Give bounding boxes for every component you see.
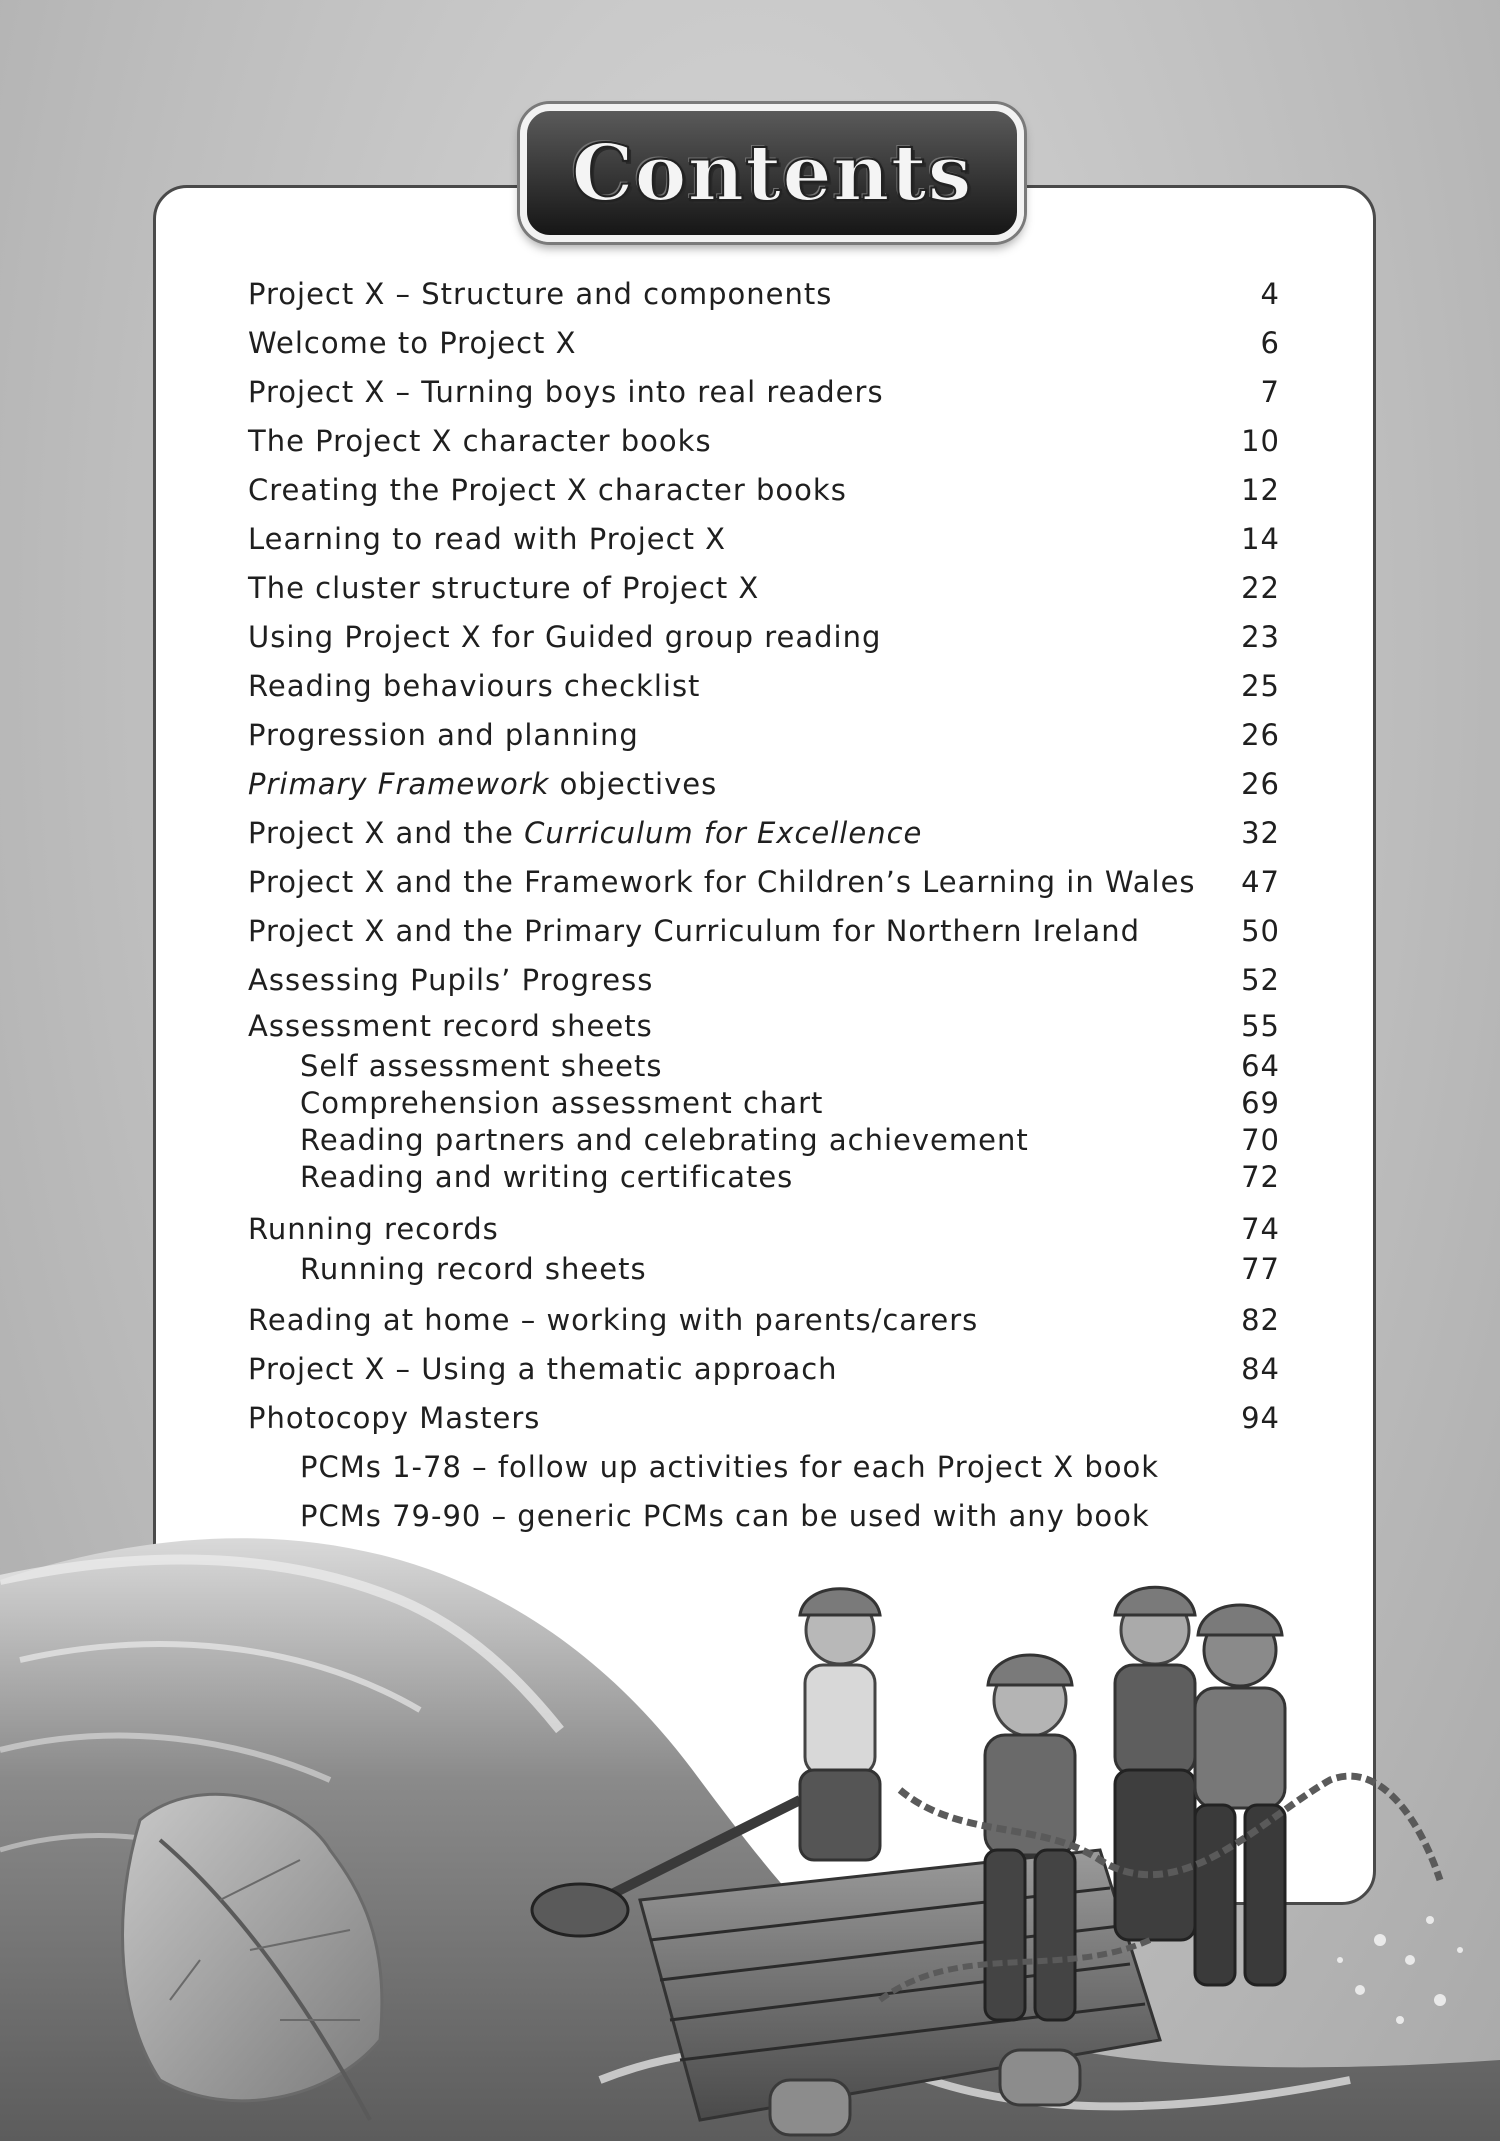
toc-page: 25 xyxy=(1241,669,1280,703)
water-spray xyxy=(1337,1916,1463,2024)
toc-entry xyxy=(248,270,1280,319)
toc-title: Using Project X for Guided group reading xyxy=(248,620,882,654)
toc-title: Assessing Pupils’ Progress xyxy=(248,963,654,997)
toc-page: 26 xyxy=(1241,767,1280,801)
toc-title: Reading behaviours checklist xyxy=(248,669,701,703)
toc-entry xyxy=(248,368,1280,417)
toc-page: 32 xyxy=(1241,816,1280,850)
toc-title: Photocopy Masters xyxy=(248,1401,541,1435)
toc-entry xyxy=(248,1005,1280,1048)
toc-page: 10 xyxy=(1241,424,1280,458)
toc-entry xyxy=(248,711,1280,760)
toc-title: The Project X character books xyxy=(248,424,712,458)
toc-title: Running records xyxy=(248,1212,499,1246)
toc-page: 6 xyxy=(1260,326,1280,360)
toc-title: Comprehension assessment chart xyxy=(300,1086,824,1120)
toc-note xyxy=(248,1443,1280,1492)
toc-title: Project X – Structure and components xyxy=(248,277,833,311)
toc-title: Running record sheets xyxy=(300,1252,647,1286)
toc-page: 84 xyxy=(1241,1352,1280,1386)
toc-page: 12 xyxy=(1241,473,1280,507)
toc-subentry xyxy=(248,1122,1280,1159)
toc-page: 77 xyxy=(1241,1252,1280,1286)
toc-page: 47 xyxy=(1241,865,1280,899)
toc-title-rest: objectives xyxy=(549,767,718,801)
toc-entry xyxy=(248,858,1280,907)
toc-page: 14 xyxy=(1241,522,1280,556)
toc-page: 23 xyxy=(1241,620,1280,654)
toc-title: Self assessment sheets xyxy=(300,1049,663,1083)
toc-title xyxy=(248,809,922,858)
toc-entry xyxy=(248,760,1280,809)
toc-title: Reading partners and celebrating achievement xyxy=(300,1123,1029,1157)
toc-page: 22 xyxy=(1241,571,1280,605)
toc-entry xyxy=(248,613,1280,662)
toc-entry xyxy=(248,417,1280,466)
toc-subentry xyxy=(248,1159,1280,1196)
character-4 xyxy=(1195,1605,1285,1985)
toc-entry xyxy=(248,1296,1280,1345)
toc-title: Project X – Using a thematic approach xyxy=(248,1352,838,1386)
toc-page: 94 xyxy=(1241,1401,1280,1435)
toc-title: Reading and writing certificates xyxy=(300,1160,794,1194)
toc-entry xyxy=(248,956,1280,1005)
toc-page: 7 xyxy=(1260,375,1280,409)
toc-title-italic: Curriculum for Excellence xyxy=(524,816,923,850)
toc-subentry xyxy=(248,1251,1280,1288)
raft-illustration xyxy=(0,1520,1500,2141)
contents-list xyxy=(248,270,1280,1541)
character-3 xyxy=(1115,1587,1195,1940)
toc-title: Project X and the Primary Curriculum for Northern Ireland xyxy=(248,914,1140,948)
toc-title: Learning to read with Project X xyxy=(248,522,727,556)
toc-page: 82 xyxy=(1241,1303,1280,1337)
toc-page: 69 xyxy=(1241,1086,1280,1120)
toc-title xyxy=(248,760,717,809)
toc-note-text: PCMs 79-90 – generic PCMs can be used with any book xyxy=(300,1499,1150,1533)
toc-entry xyxy=(248,809,1280,858)
toc-title: Project X and the Framework for Children’s Learning in Wales xyxy=(248,865,1196,899)
toc-title: Progression and planning xyxy=(248,718,639,752)
toc-entry xyxy=(248,907,1280,956)
toc-page: 50 xyxy=(1241,914,1280,948)
toc-title: The cluster structure of Project X xyxy=(248,571,760,605)
toc-entry xyxy=(248,466,1280,515)
toc-entry xyxy=(248,319,1280,368)
toc-subentry xyxy=(248,1048,1280,1085)
toc-entry xyxy=(248,662,1280,711)
toc-page: 4 xyxy=(1260,277,1280,311)
toc-page: 70 xyxy=(1241,1123,1280,1157)
page-title: Contents xyxy=(571,127,973,219)
toc-entry xyxy=(248,564,1280,613)
toc-title-plain: Project X and the xyxy=(248,816,525,850)
toc-page: 52 xyxy=(1241,963,1280,997)
toc-note-text: PCMs 1-78 – follow up activities for each Project X book xyxy=(300,1450,1160,1484)
toc-title: Creating the Project X character books xyxy=(248,473,847,507)
toc-title: Assessment record sheets xyxy=(248,1009,653,1043)
toc-page: 72 xyxy=(1241,1160,1280,1194)
title-badge xyxy=(520,104,1024,242)
toc-entry xyxy=(248,1394,1280,1443)
character-1 xyxy=(800,1589,880,1860)
toc-page: 55 xyxy=(1241,1009,1280,1043)
toc-title: Reading at home – working with parents/carers xyxy=(248,1303,979,1337)
toc-entry xyxy=(248,515,1280,564)
toc-entry xyxy=(248,1208,1280,1251)
toc-entry xyxy=(248,1345,1280,1394)
toc-page: 64 xyxy=(1241,1049,1280,1083)
toc-title: Welcome to Project X xyxy=(248,326,577,360)
toc-title-italic: Primary Framework xyxy=(248,767,550,801)
toc-page: 26 xyxy=(1241,718,1280,752)
toc-title: Project X – Turning boys into real readers xyxy=(248,375,884,409)
toc-subentry xyxy=(248,1085,1280,1122)
toc-page: 74 xyxy=(1241,1212,1280,1246)
